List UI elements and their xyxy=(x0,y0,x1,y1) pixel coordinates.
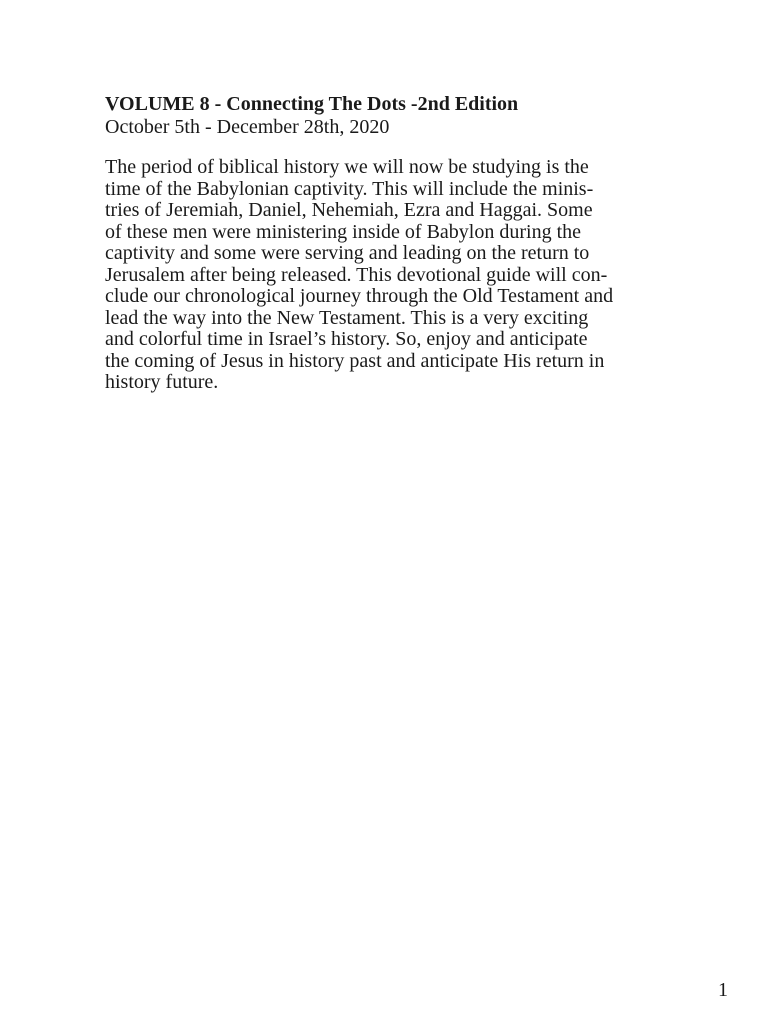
paragraph-line: history future. xyxy=(105,371,219,393)
paragraph-line: tries of Jeremiah, Daniel, Nehemiah, Ezra and Haggai. Some xyxy=(105,199,593,221)
paragraph-line: of these men were ministering inside of Babylon during the xyxy=(105,220,582,243)
paragraph-line: and colorful time in Israel’s history. So, enjoy and anticipate xyxy=(105,328,588,350)
intro-paragraph xyxy=(105,157,725,394)
page-number: 1 xyxy=(718,979,728,1001)
paragraph-line: time of the Babylonian captivity. This will include the minis- xyxy=(105,177,594,200)
document-header xyxy=(105,92,705,138)
paragraph-line: Jerusalem after being released. This devotional guide will con- xyxy=(105,263,608,286)
paragraph-line: captivity and some were serving and leading on the return to xyxy=(105,242,590,264)
paragraph-line: the coming of Jesus in history past and anticipate His return in xyxy=(105,349,605,372)
volume-title: VOLUME 8 - Connecting The Dots -2nd Edition xyxy=(105,93,519,115)
paragraph-line: lead the way into the New Testament. This is a very exciting xyxy=(105,306,589,329)
paragraph-line: clude our chronological journey through the Old Testament and xyxy=(105,285,614,307)
date-range: October 5th - December 28th, 2020 xyxy=(105,116,390,138)
paragraph-line: The period of biblical history we will now be studying is the xyxy=(105,156,589,178)
